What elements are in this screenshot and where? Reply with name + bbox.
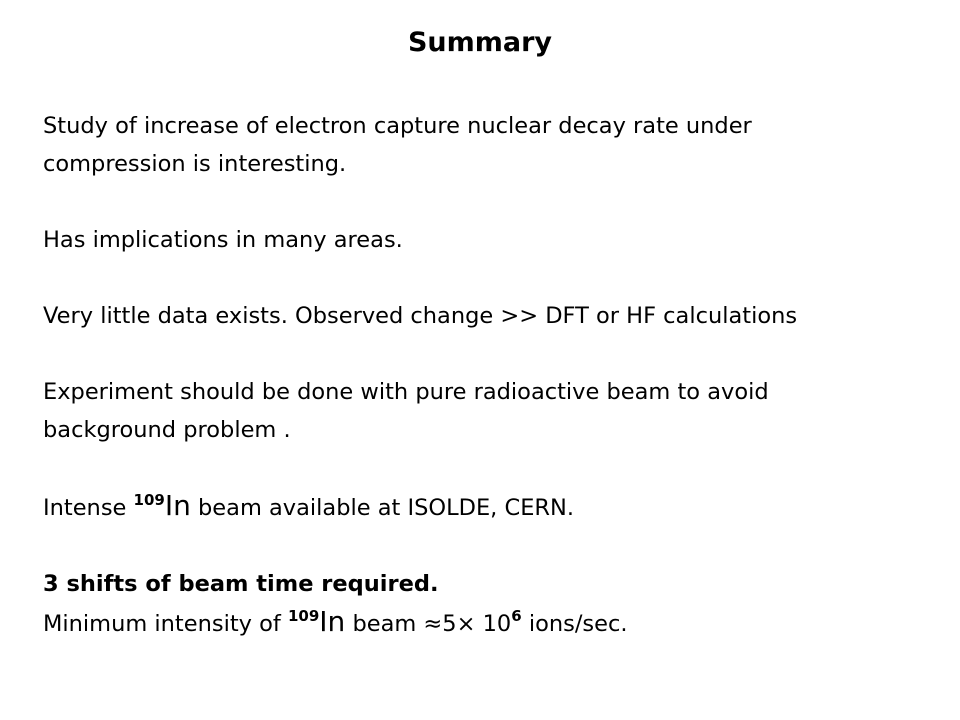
- paragraph-intense-beam: [43, 487, 923, 527]
- slide-body: [43, 107, 923, 643]
- spacer: [43, 183, 923, 221]
- paragraph-experiment-line-2: background problem .: [43, 417, 291, 443]
- exponent: 6: [511, 607, 522, 625]
- isotope-element-symbol: In: [319, 605, 346, 638]
- paragraph-data-exists: Very little data exists. Observed change >> DFT or HF calculations: [43, 303, 798, 329]
- paragraph-study-line-2: compression is interesting.: [43, 151, 347, 177]
- paragraph-study-line-1: Study of increase of electron capture nuclear decay rate under: [43, 113, 752, 139]
- paragraph-experiment-line-1: Experiment should be done with pure radioactive beam to avoid: [43, 379, 769, 405]
- min-intensity-middle: beam ≈5× 10: [345, 611, 512, 637]
- slide-title: Summary: [407, 27, 553, 58]
- isotope-mass-number: 109: [133, 491, 165, 509]
- paragraph-minimum-intensity: [43, 603, 923, 643]
- paragraph-implications: Has implications in many areas.: [43, 227, 403, 253]
- intense-prefix: Intense: [43, 495, 134, 521]
- isotope-element-symbol: In: [164, 489, 191, 522]
- min-intensity-suffix: ions/sec.: [521, 611, 628, 637]
- isotope-mass-number: 109: [287, 607, 320, 625]
- min-intensity-prefix: Minimum intensity of: [43, 611, 288, 637]
- intense-suffix: beam available at ISOLDE, CERN.: [190, 495, 575, 521]
- spacer: [43, 527, 923, 565]
- spacer: [43, 335, 923, 373]
- spacer: [43, 259, 923, 297]
- spacer: [43, 449, 923, 487]
- paragraph-beam-time: 3 shifts of beam time required.: [43, 571, 439, 597]
